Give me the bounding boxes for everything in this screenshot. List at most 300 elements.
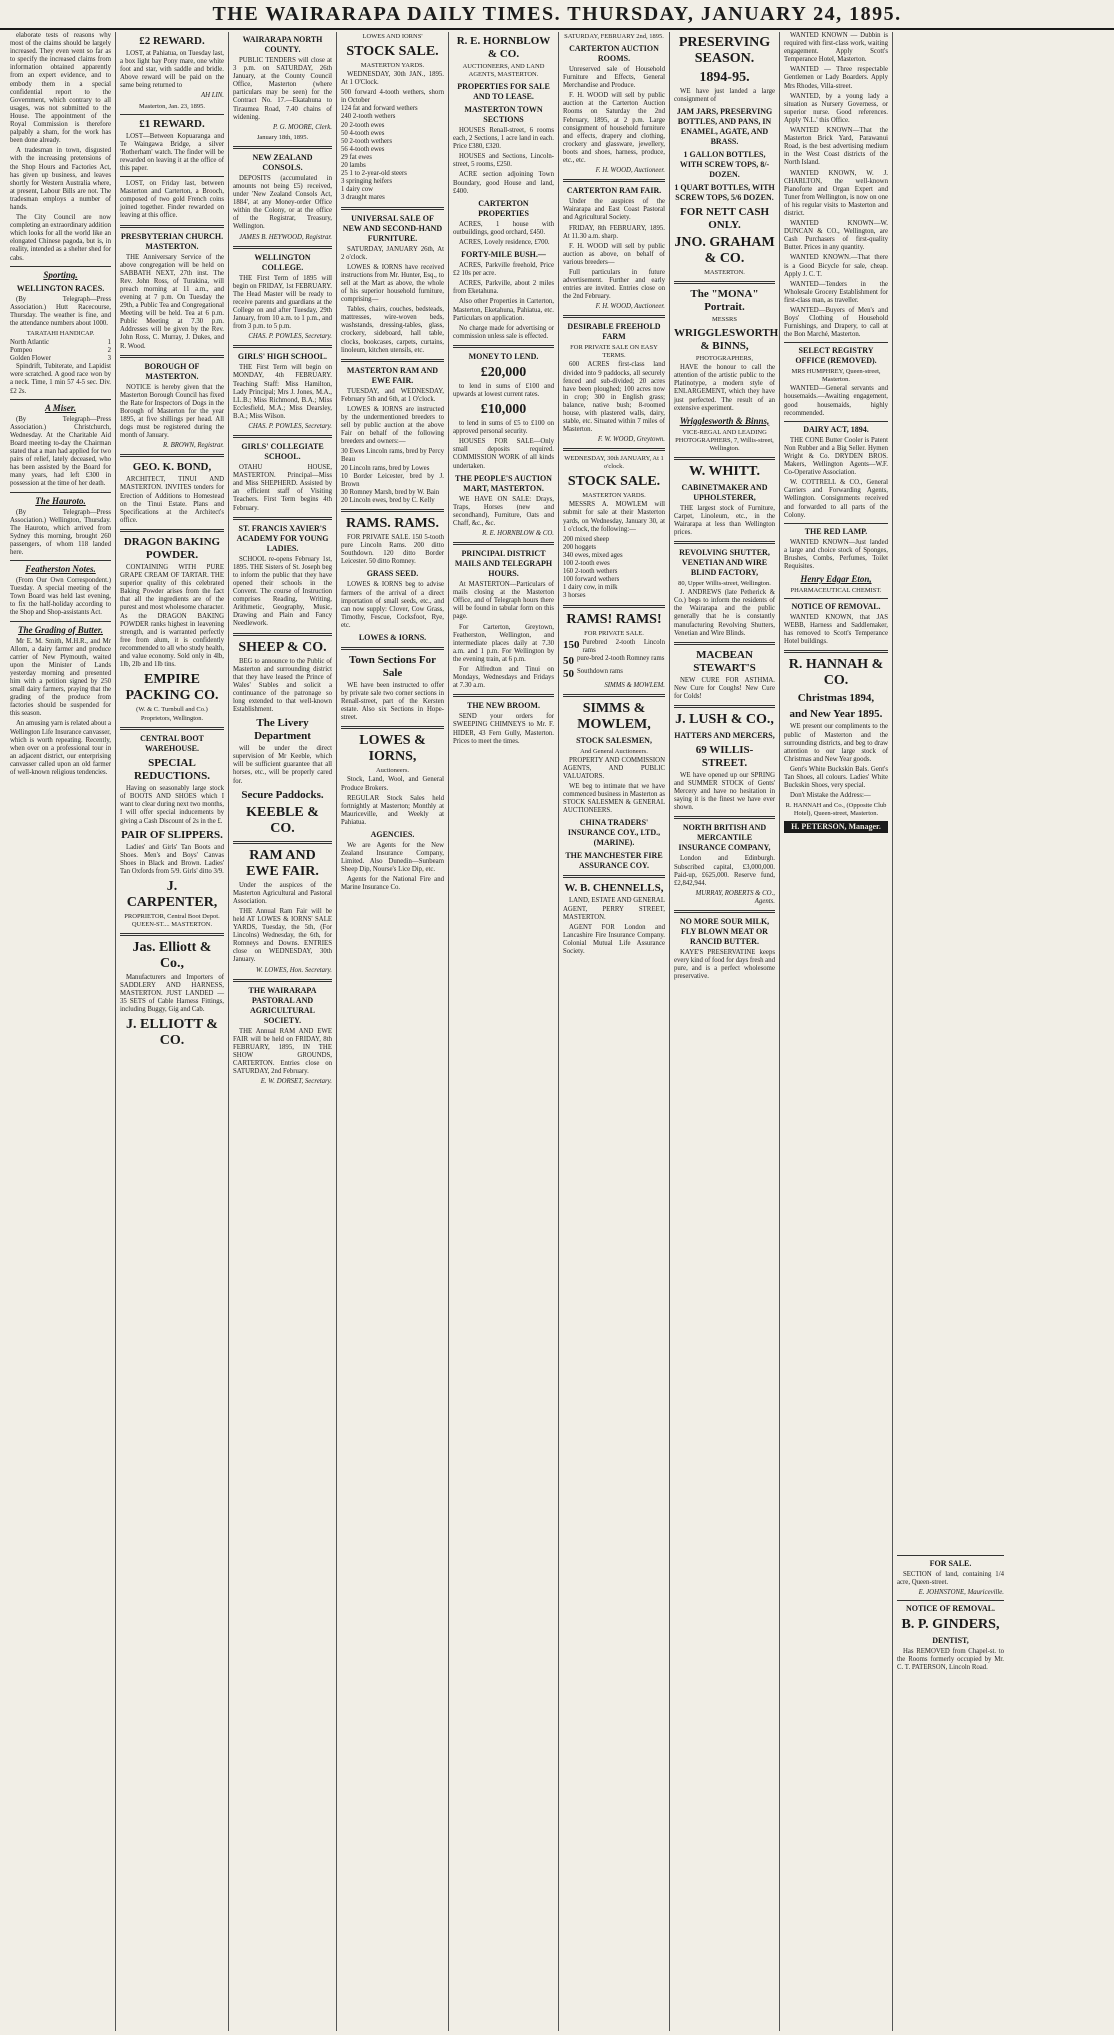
ad-text: BEG to announce to the Public of Masterton and surrounding district that they have leased the Prince of Wales' Stables and solicit a continuance of the patronage so long extended to that well-known Establishment. (233, 657, 332, 714)
ad-text: WE present our compliments to the public of Masterton and the surrounding districts, and beg to draw attention to our large stock of Christmas and New Year goods. (784, 723, 888, 763)
ad-heading: STOCK SALE. (567, 474, 661, 490)
race-row (10, 347, 111, 355)
section-heading: Featherston Notes. (25, 564, 96, 575)
ram-desc: Purebred 2-tooth Lincoln rams (582, 638, 665, 654)
ad-subline: CABINETMAKER AND UPHOLSTERER, (681, 482, 768, 502)
ad-heading: 1894-95. (699, 70, 750, 85)
ad-heading: PROPERTIES FOR SALE AND TO LEASE. (457, 82, 550, 101)
ad-dateline: Masterton, Jan. 23, 1895. (139, 102, 205, 110)
divider (341, 359, 444, 362)
ad-heading: CARTERTON RAM FAIR. (566, 186, 662, 196)
column-3 (229, 32, 337, 2031)
ad-heading: SELECT REGISTRY OFFICE (REMOVED). (795, 346, 877, 366)
ad-signature: MURRAY, ROBERTS & CO., Agents. (695, 889, 775, 905)
race-title: TARATAHI HANDICAP. (26, 330, 95, 337)
ad-text: WEDNESDAY, 30th JAN., 1895. At 1 O'Clock. (341, 71, 444, 87)
stock-lot: 30 Romney Marsh, bred by W. Bain (341, 488, 440, 496)
ad-text: Manufacturers and Importers of SADDLERY AND HARNESS, MASTERTON. JUST LANDED — 35 SETS of Cable Harness Fittings, including Buggy, Gig and Cab. (120, 974, 224, 1014)
ad-heading: RAM AND EWE FAIR. (246, 847, 319, 879)
ad-signature: JAMES B. HEYWOOD, Registrar. (239, 233, 332, 241)
divider (897, 1555, 1004, 1556)
divider (233, 979, 332, 982)
ad-text: Tables, chairs, couches, bedsteads, mattresses, wire-woven beds, washstands, dressing-tables, glass, crockery, sideboard, hall table, clocks, bookcases, carpets, curtains, linoleum, kitchen utensils, etc. (341, 306, 444, 354)
ad-text: HOUSES and Sections, Lincoln-street, 5 rooms, £250. (453, 153, 554, 169)
ad-subline: MASTERTON YARDS. (582, 492, 646, 500)
ad-signature: SIMMS & MOWLEM. (604, 681, 665, 689)
ad-text: DEPOSITS (accumulated in amounts not being £5) received, under 'New Zealand Consols Act, 1884', at any Money-order Office within the Colony, or at the office of the Registrar, Treasury, Wellington. (233, 174, 332, 231)
classified-ad: WANTED—Tenders in the Wholesale Grocery Establishment for first-class man, as traveller. (784, 280, 888, 304)
race-horse: Pompeo (10, 347, 33, 355)
ad-heading: NOTICE OF REMOVAL. (905, 1604, 996, 1614)
divider (10, 399, 111, 400)
ad-heading: RAMS. RAMS. (346, 516, 439, 532)
ram-qty: 50 (563, 667, 574, 680)
ad-heading: J. CARPENTER, (126, 879, 218, 910)
ad-heading: MACBEAN STEWART'S (693, 648, 756, 674)
ad-heading: NO MORE SOUR MILK, FLY BLOWN MEAT OR RANCID BUTTER. (679, 917, 770, 946)
ad-text: For Carterton, Greytown, Featherston, Wellington, and intermediate places daily at 7.30 a.m. and 1 p.m. For Wellington by the evening train, at 6 p.m. (453, 623, 554, 663)
ad-subline: MASTERTON YARDS. (360, 62, 425, 69)
ad-signature: E. W. DORSET, Secretary. (260, 1078, 332, 1086)
ad-heading: R. E. HORNBLOW & CO. (456, 35, 551, 60)
divider (784, 598, 888, 599)
ad-text: THE Anniversary Service of the above congregation will be held on SABBATH NEXT, 27th inst. The Rev. John Ross, of Turakina, will preach morning at 11 a.m., and evening at 7 p.m. On Tuesday the 29th, a Public Tea and Congregational Meeting will be held. Tea at 6 p.m. Public Meeting at 7.30 p.m. Addresses will be given by the Rev. John Ross, C. Murray, J. Dukes, and R. Wood. (120, 253, 224, 350)
ram-lot (563, 639, 665, 655)
divider (784, 650, 888, 653)
section-heading: The Grading of Butter. (17, 624, 103, 635)
divider (563, 694, 665, 697)
ad-subline: STOCK SALESMEN, (576, 735, 652, 745)
ad-text: KAYE'S PRESERVATINE keeps every kind of food for days fresh and pure, and is a perfect wholesome preservative. (674, 949, 775, 981)
column-spacer (897, 32, 1004, 1552)
ad-text: Having on seasonably large stock of BOOTS AND SHOES which I want to clear during next two months, I will offer special inducements by giving a Cash Discount of 2s in the £. (120, 785, 224, 825)
ad-heading: £1 REWARD. (139, 117, 205, 130)
race-row (10, 339, 111, 347)
ad-heading: SHEEP & CO. (238, 639, 327, 655)
ad-text: WE have been instructed to offer by private sale two corner sections in Renall-street, part of the Kersten estate. Also six Sections in Hope-street. (341, 681, 444, 722)
stock-lot: 50 4-tooth ewes (341, 129, 385, 137)
column-4 (337, 32, 449, 2031)
ad-heading: THE RED LAMP. (804, 526, 868, 536)
article-paragraph: (From Our Own Correspondent.) Tuesday. A special meeting of the Town Board was held last evening, to fix the half-holiday according to the Shop and Shop-assistants Act. (10, 577, 111, 617)
ad-heading: RAMS! RAMS! (566, 611, 662, 627)
ad-heading: WRIGGLESWORTH & BINNS, (674, 327, 779, 353)
ad-text: F. H. WOOD will sell by public auction at the Carterton Auction Rooms on Saturday the 2nd February, 1895, at 2 p.m. Large consignment of household furniture and effects, drapery and clothing, crockery and glassware, jewellery, boots and shoes, harness, produce, etc., etc. (563, 92, 665, 165)
divider (563, 875, 665, 878)
column-1 (6, 32, 116, 2031)
ad-text: ACRES, Parkville freehold, Price £2 10s per acre. (453, 262, 554, 278)
ad-text: Don't Mistake the Address:— (790, 792, 871, 800)
column-5 (449, 32, 559, 2031)
ad-text: ACRES, Lovely residence, £700. (459, 238, 550, 246)
ad-text: No charge made for advertising or commission unless sale is effected. (453, 324, 554, 340)
ad-heading: PRESERVING SEASON. (678, 35, 771, 66)
classified-ad: WANTED, by a young lady a situation as Nursery Governess, or superior nurse. Good references. Apply 'N.L.' this Office. (784, 92, 888, 124)
ad-signature: R. BROWN, Registrar. (163, 442, 224, 450)
ad-signature: CHAS. P. POWLES, Secretary. (248, 423, 332, 430)
ad-heading: FOR SALE. (929, 1559, 972, 1568)
ad-subline: MRS HUMPHREY, Queen-street, Masterton. (791, 368, 881, 384)
ad-signature: AH LIN. (200, 92, 224, 100)
ad-text: Gent's White Buckskin Bals. Gent's Tan Shoes, all colours. Ladies' White Buckskin Shoes, very special. (784, 765, 888, 790)
divider (674, 705, 775, 708)
stock-lot: 124 fat and forward wethers (341, 105, 418, 113)
manager-banner: H. PETERSON, Manager. (784, 821, 888, 833)
article-paragraph: (By Telegraph—Press Association.) Hutt Racecourse, Thursday. The weather is fine, and the attendance numbers about 1000. (10, 295, 111, 327)
ad-heading: GRASS SEED. (366, 569, 419, 579)
ad-subline: Auctioneers. (375, 767, 410, 775)
ad-text: WE HAVE ON SALE: Drays, Traps, Horses (new and secondhand), Furniture, Oats and Chaff, &c., &c. (453, 495, 554, 527)
section-heading: A Miser. (44, 402, 76, 413)
ad-text: AGENT FOR London and Lancashire Fire Insurance Company. Colonial Mutual Life Assurance Society. (563, 923, 665, 955)
classified-ad: WANTED KNOWN — Dubbin is required with first-class work, waiting engagement. Apply Scott's Temperance Hotel, Masterton. (784, 32, 889, 64)
divider (674, 457, 775, 460)
ad-text: Has REMOVED from Chapel-st. to the Rooms formerly occupied by Mr. C. T. PATERSON, Lincoln Road. (897, 1648, 1004, 1672)
ad-heading: Christmas 1894, (797, 692, 875, 705)
divider (784, 342, 888, 343)
ad-text: THE Annual RAM AND EWE FAIR will be held on FRIDAY, 8th FEBRUARY, 1895, IN THE SHOW GROUNDS, CARTERTON. Entries close on SATURDAY, 2nd February. (233, 1027, 332, 1076)
article-paragraph: A tradesman in town, disgusted with the increasing pretensions of the Shop Hours and Factories Act, has given up business, and leaves shortly for Western Australia where, at present, Labour Bills are not. The tradesman employs a number of hands. (10, 147, 111, 211)
ad-text: WE have just landed a large consignment of (674, 88, 775, 104)
ad-heading: LOWES & IORNS. (358, 632, 427, 642)
ad-heading: MASTERTON TOWN SECTIONS (464, 105, 543, 124)
ad-subline: AUCTIONEERS, AND LAND AGENTS, MASTERTON. (462, 63, 545, 78)
divider (233, 345, 332, 348)
ad-heading: UNIVERSAL SALE OF NEW AND SECOND-HAND FURNITURE. (342, 213, 443, 243)
ad-heading: Secure Paddocks. (241, 788, 324, 801)
money-amount: £20,000 (480, 364, 527, 380)
divider (674, 281, 775, 284)
ad-heading: FORTY-MILE BUSH.— (461, 250, 546, 260)
ad-heading: CHINA TRADERS' INSURANCE COY., LTD., (MARINE). (567, 818, 661, 848)
race-row (10, 355, 111, 363)
ad-heading: DAIRY ACT, 1894. (803, 424, 869, 434)
ad-text: HOUSES Renall-street, 6 rooms each, 2 Sections, 1 acre land in each. Price £380, £320. (453, 127, 554, 151)
stock-lot: 10 Border Leicester, bred by J. Brown (341, 472, 444, 488)
divider (563, 605, 665, 608)
ad-text: FOR PRIVATE SALE. 150 5-tooth pure Lincoln Rams. 200 ditto Southdown. 120 ditto Border Leicester. 50 ditto Romney. (341, 534, 444, 566)
stock-lot: 200 mixed sheep (563, 535, 610, 543)
article-paragraph: (By Telegraph—Press Association.) Wellington, Thursday. The Hauroto, which arrived from Sydney this morning, brought 260 passengers, of whom 118 landed here. (10, 508, 111, 556)
ad-text: THE Annual Ram Fair will be held AT LOWES & IORNS' SALE YARDS, Tuesday, the 5th, (For Lincolns) Wednesday, the 6th, for Romneys and Downs. ENTRIES close on WEDNESDAY, 30th January. (233, 907, 332, 964)
classified-ad: WANTED KNOWN, W. J. CHARLTON, the well-known Pianoforte and Organ Expert and Tuner from Wellington, is now on one of his regular visits to Masterton and district. (784, 169, 888, 217)
ad-text: SATURDAY, JANUARY 26th, At 2 o'clock. (341, 245, 444, 261)
divider (897, 1600, 1004, 1601)
divider (233, 517, 332, 520)
divider (341, 509, 444, 512)
ad-heading: MASTERTON RAM AND EWE FAIR. (346, 365, 439, 385)
ad-text: THE First Term will begin on MONDAY, 4th FEBRUARY. Teaching Staff: Miss Hamilton, Lady Principal; Mrs J. Jones, M.A., LL.B.; Miss Richmond, B.A.; Miss Ecclesfield, M.A.; Miss Dearsley, B.A.; Miss Wilson. (233, 364, 332, 420)
ad-subline: LOWES AND IORNS' (362, 33, 423, 40)
stock-lot: 160 2-tooth wethers (563, 568, 618, 576)
stock-lot: 20 lambs (341, 162, 366, 170)
ad-text: NEW CURE FOR ASTHMA. New Cure for Coughs! New Cure for Colds! (674, 676, 775, 700)
ad-signature: F. H. WOOD, Auctioneer. (595, 303, 665, 311)
ad-text: London and Edinburgh. Subscribed capital, £3,000,000. Paid-up, £625,000. Reserve fund, £2,842,944. (674, 855, 775, 887)
ad-heading: J. LUSH & CO., (675, 711, 774, 727)
ad-text: OTAHU HOUSE, MASTERTON. Principal—Miss and Miss SHEPHERD. Assisted by an efficient staff of Visiting Teachers. First Term begins 4th February. (233, 464, 332, 512)
ad-heading: DRAGON BAKING POWDER. (123, 535, 221, 561)
stock-lot: 1 dairy cow, in milk (563, 584, 618, 592)
ad-subline: HATTERS AND MERCERS, (674, 730, 775, 740)
ad-text: LOST, at Pahiatua, on Tuesday last, a box light bay Pony mare, one white foot and star, with saddle and bridle. Above reward will be paid on the same being returned to (120, 50, 224, 90)
ad-heading: The "MONA" Portrait. (690, 288, 759, 314)
divider (10, 266, 111, 267)
ad-text: ACRES, Parkville, about 2 miles from Eketahuna. (453, 280, 554, 296)
ad-heading: AGENCIES. (370, 830, 415, 839)
ad-text: SECTION of land, containing 1/4 acre, Queen-street. (897, 1571, 1004, 1587)
ad-subline: PROPRIETOR, Central Boot Depot. QUEEN-ST.... MASTERTON. (124, 913, 220, 928)
ad-text: PROPERTY AND COMMISSION AGENTS, AND PUBLIC VALUATORS. (563, 756, 665, 780)
ad-text: For Alfredton and Tinui on Mondays, Wednesdays and Fridays at 7.30 a.m. (453, 666, 554, 690)
classified-ad: WANTED — Three respectable Gentlemen or Lady Boarders. Apply Mrs Rhodes, Villa-street. (784, 66, 888, 90)
stock-lot: 20 Lincoln rams, bred by Lowes (341, 464, 430, 472)
ad-text: LAND, ESTATE AND GENERAL AGENT, PERRY STREET, MASTERTON. (563, 897, 665, 921)
ad-heading: 1 QUART BOTTLES, WITH SCREW TOPS, 5/6 DOZEN. (674, 183, 775, 203)
ad-text: THE First Term of 1895 will begin on FRIDAY, 1st FEBRUARY. The Head Master will be ready to receive parents and guardians at the College on and after Tuesday, 29th January, from 10 a.m. to 1 p.m., and from 3 p.m. to 5 p.m. (233, 274, 332, 331)
ram-lot (563, 655, 665, 668)
ad-heading: NORTH BRITISH AND MERCANTILE INSURANCE COMPANY, (678, 823, 771, 853)
stock-lot: 100 forward wethers (563, 576, 620, 584)
ram-qty: 50 (563, 654, 574, 667)
stock-lot: 30 Ewes Lincoln rams, bred by Percy Beau (341, 448, 444, 464)
ad-text: TUESDAY, and WEDNESDAY, February 5th and 6th, at 1 O'clock. (341, 387, 444, 403)
divider (233, 841, 332, 844)
divider (674, 541, 775, 544)
ad-heading: PRESBYTERIAN CHURCH. MASTERTON. (120, 231, 224, 251)
ad-text: F. H. WOOD will sell by public auction as above, on behalf of various breeders— (563, 242, 665, 266)
ad-text: to lend in sums of £5 to £100 on approved personal security. (453, 420, 554, 436)
ad-heading: THE NEW BROOM. (467, 701, 540, 711)
ad-signature: P. G. MOORE, Clerk. (273, 123, 332, 131)
divider (120, 529, 224, 532)
ad-text: SCHOOL re-opens February 1st, 1895. THE Sisters of St. Joseph beg to inform the public that they have opened their schools in the Convent. The course of Instruction comprises Reading, Writing, Arithmetic, Geography, Music, Drawing and Plain and Fancy Needlework. (233, 555, 332, 628)
stock-lot: 3 draught mares (341, 194, 385, 202)
stock-lot: 20 2-tooth ewes (341, 121, 385, 129)
ad-subline: MASTERTON. (704, 269, 745, 277)
divider (784, 421, 888, 422)
ad-heading: REVOLVING SHUTTER, VENETIAN AND WIRE BLIND FACTORY, (679, 548, 770, 578)
ad-text: Stock, Land, Wool, and General Produce Brokers. (341, 776, 444, 792)
section-heading: The Hauroto. (35, 495, 86, 506)
article-paragraph: Spindrift, Tubiterate, and Lapidist were scratched. A good race won by a neck. Time, 1 min 57 4-5 sec. Div. £2 2s. (10, 363, 111, 395)
ad-text: Full particulars in future advertisement. Further and early entries are invited. Entries close on the 2nd February. (563, 268, 665, 301)
ad-heading: Wrigglesworth & Binns, (679, 415, 770, 426)
column-8 (780, 32, 893, 2031)
divider (674, 816, 775, 819)
divider (10, 492, 111, 493)
ad-heading: DESIRABLE FREEHOLD FARM (567, 322, 661, 342)
ram-qty: 150 (563, 638, 580, 651)
ram-lot (563, 668, 665, 681)
ad-dateline: SATURDAY, FEBRUARY 2nd, 1895. (564, 33, 664, 40)
ad-text: WE beg to intimate that we have commenced business in Masterton as STOCK SALESMEN & GENERAL AUCTIONEERS. (563, 783, 665, 815)
ad-text: J. ANDREWS (late Petherick & Co.) begs to inform the residents of the Wairarapa and the public generally that he is constantly manufacturing Revolving Shutters, Venetian and Wire Blinds. (674, 589, 775, 637)
divider (563, 448, 665, 451)
article-paragraph: An amusing yarn is related about a Wellington Life Insurance canvasser, which is worth repeating. Recently, when over on a professional tour in an adjacent district, our enterprising canvasser called upon an old farmer of well-known religious tendencies. (10, 720, 111, 777)
ad-dateline: WEDNESDAY, 30th JANUARY, At 1 o'clock. (564, 455, 664, 471)
stock-lot: 500 forward 4-tooth wethers, shorn in October (341, 89, 444, 105)
ad-subline: VICE-REGAL AND LEADING PHOTOGRAPHERS, 7, Willis-street, Wellington. (675, 428, 774, 452)
ad-text: Under the auspices of the Wairarapa and East Coast Pastoral and Agricultural Society. (563, 198, 665, 222)
classified-ad: WANTED—Buyers of Men's and Boys' Clothing of Household Furnishings, and Drapery, to call at the Bon Marché, Masterton. (784, 307, 888, 339)
ad-heading: GEO. K. BOND, (132, 461, 212, 474)
ad-text: MESSRS A. MOWLEM will submit for sale at their Masterton yards, on Wednesday, January 30, at 1 o'clock, the following:— (563, 501, 665, 533)
ad-signature: F. H. WOOD, Auctioneer. (595, 167, 665, 175)
ad-heading: Town Sections For Sale (349, 653, 436, 679)
divider (341, 647, 444, 650)
race-place: 3 (107, 355, 111, 363)
ad-heading: WELLINGTON COLLEGE. (254, 252, 311, 272)
ad-heading: R. HANNAH & CO. (788, 657, 884, 689)
divider (120, 933, 224, 936)
ad-subline: 80, Upper Willis-street, Wellington. (678, 580, 771, 588)
stock-lot: 25 1 to 2-year-old steers (341, 170, 407, 178)
divider (674, 910, 775, 913)
ad-heading: THE PEOPLE'S AUCTION MART, MASTERTON. (455, 473, 552, 493)
ad-text: NOTICE is hereby given that the Masterton Borough Council has fixed the Rate for Inspectors of Dogs in the Borough of Masterton for the year 1895, at five shillings per head. All dogs must be registered during the month of January. (120, 383, 224, 440)
ad-heading: W. WHITT. (689, 463, 760, 479)
ad-heading: CARTERTON PROPERTIES (478, 198, 529, 218)
divider (341, 726, 444, 729)
stock-lot: 56 4-tooth ewes (341, 145, 385, 153)
classified-ad: WANTED KNOWN—That the Masterton Brick Yard, Parawanui Road, is the best advertising medium in the West Coast districts of the North Island. (784, 127, 888, 167)
ad-dateline: January 18th, 1895. (256, 133, 309, 141)
ad-text: ACRES, 1 house with outbuildings, good orchard, £450. (453, 220, 554, 236)
ad-heading: MONEY TO LEND. (468, 351, 539, 361)
ad-text: We are Agents for the New Zealand Insurance Company, Limited. Also Dunedin—Sunbeam Sheep Dip, Nourse's Lice Dip, etc. (341, 842, 444, 874)
ad-text: CONTAINING WITH PURE GRAPE CREAM OF TARTAR. THE superior quality of this celebrated Baking Powder arises from the fact that all the ingredients are of the purest and most wholesome character. As the DRAGON BAKING POWDER ranks highest in leavening strength, and is warranted perfectly free from alum, it is confidently recommended to all who study health, and value economy. Sold only in 4lb, 1lb, 2lb and 1lb tins. (120, 563, 224, 669)
ad-text: LOST—Between Kopuaranga and Te Waingawa Bridge, a silver 'Rotherham' watch. The finder will be rewarded on leaving it at the office of this paper. (120, 132, 224, 172)
stock-lot: 100 2-tooth ewes (563, 560, 610, 568)
divider (453, 694, 554, 697)
stock-lot: 240 2-tooth wethers (341, 113, 396, 121)
race-horse: North Atlantic (10, 339, 50, 346)
stock-lot: 200 hoggets (563, 543, 597, 551)
divider (120, 176, 224, 177)
classified-ad: WANTED KNOWN—W. DUNCAN & CO., Wellington, are Cash Purchasers of first-quality Butter. Prices in any quantity. (784, 220, 888, 252)
ad-heading: B. P. GINDERS, (901, 1617, 1000, 1633)
section-subheading: WELLINGTON RACES. (16, 283, 105, 293)
column-9 (893, 32, 1008, 2031)
stock-lot: 20 Lincoln ewes, bred by C. Kelly (341, 496, 435, 504)
ad-heading: The Livery Department (254, 717, 311, 743)
ad-text: FRIDAY, 8th FEBRUARY, 1895. At 11.30 a.m. sharp. (563, 224, 665, 240)
ad-heading: Henry Edgar Eton, (800, 574, 872, 585)
ad-heading: PRINCIPAL DISTRICT MAILS AND TELEGRAPH HOURS. (454, 549, 553, 579)
ad-signature: R. E. HORNBLOW & CO. (482, 530, 554, 537)
article-paragraph: elaborate tests of reasons why most of the claims should be largely increased. They even went so far as to specify the increased claims from information obtained apparently from an expert evidence, and to embody them in a special confidential report to the Government, which contrary to all usages, was not submitted to the House. The appointment of the Royal Commission is therefore palpably a sham, for the work has been done already. (10, 32, 111, 145)
divider (674, 642, 775, 645)
column-7 (670, 32, 780, 2031)
ad-heading: 1 GALLON BOTTLES, WITH SCREW TOPS, 8/- DOZEN. (679, 150, 770, 180)
ad-text: HAVE the honour to call the attention of the artistic public to the Platinotype, a modern style of ENLARGEMENT, which they have just perfected. The result of an extensive experiment. (674, 364, 775, 412)
ad-subline: (W. & C. Turnbull and Co.) (136, 706, 208, 714)
ad-subline: FOR PRIVATE SALE ON EASY TERMS. (570, 344, 658, 360)
masthead (0, 0, 1114, 30)
divider (120, 225, 224, 228)
stock-lot: 3 horses (563, 592, 586, 600)
ad-text: LOWES & IORNS have received instructions from Mr. Hunter, Esq., to sell at the Mart as above, the whole of his superior household furniture, comprising— (341, 263, 444, 304)
ad-subline: R. HANNAH and Co., (Opposite Club Hotel), Queen-street, Masterton. (785, 802, 887, 818)
ad-heading: JNO. GRAHAM & CO. (674, 235, 775, 267)
ad-heading: KEEBLE & CO. (246, 804, 319, 836)
ad-heading: SPECIAL REDUCTIONS. (133, 757, 211, 783)
ad-heading: CARTERTON AUCTION ROOMS. (569, 44, 659, 63)
divider (233, 435, 332, 438)
ad-text: THE largest stock of Furniture, Carpet, Linoleum, etc., in the Wairarapa at less than Wellington prices. (674, 504, 775, 537)
ad-text: LOST, on Friday last, between Masterton and Carterton, a Brooch, composed of two gold French coins joined together. Finder rewarded on leaving at this office. (120, 180, 224, 220)
ad-heading: £2 REWARD. (139, 35, 205, 47)
stock-lot: 3 springing heifers (341, 178, 392, 186)
ad-heading: W. B. CHENNELLS, (564, 882, 664, 895)
ad-heading: NEW ZEALAND CONSOLS. (252, 152, 313, 172)
stock-lot: 1 dairy cow (341, 186, 374, 194)
ad-heading: GIRLS' HIGH SCHOOL. (237, 352, 328, 362)
ad-text: Agents for the National Fire and Marine Insurance Co. (341, 876, 444, 892)
divider (10, 560, 111, 561)
ad-heading: WAIRARAPA NORTH COUNTY. (242, 35, 323, 54)
divider (10, 621, 111, 622)
ad-heading: SIMMS & MOWLEM, (577, 700, 651, 732)
ad-heading: and New Year 1895. (789, 708, 883, 721)
ram-desc: pure-bred 2-tooth Romney rams (577, 654, 665, 662)
divider (233, 246, 332, 249)
ad-text: Ladies' and Girls' Tan Boots and Shoes. Men's and Boys' Canvas Shoes in Black and Brown. Ladies' Tan Oxfords from 5/9. Girls' ditto 3/9. (120, 843, 224, 875)
classified-ad: WANTED KNOWN, that JAS WEBB, Harness and Saddlemaker, has removed to Scott's Temperance Hotel buildings. (784, 614, 888, 646)
classified-ad: WANTED KNOWN.—That there is a Good Bicycle for sale, cheap. Apply J. C. T. (784, 254, 888, 278)
divider (120, 454, 224, 457)
ad-heading: STOCK SALE. (346, 44, 439, 59)
ad-heading: THE WAIRARAPA PASTORAL AND AGRICULTURAL SOCIETY. (248, 985, 317, 1025)
classified-ad: THE CONE Butter Cooler is Patent Non Rubber and a Big Seller. Hymen Wright & Co. DRYDEN BROS. Makers, Wellington Agents—W.F. Co-Operative Association. (784, 436, 888, 477)
ad-text: PUBLIC TENDERS will close at 3 p.m. on SATURDAY, 26th January, at the County Council Office, Masterton (where particulars may be seen) for the Contract No. 17.—Ekatahuna to Tiraumea Road, 7.40 chains of widening. (233, 57, 332, 121)
divider (563, 315, 665, 318)
ad-heading: ST. FRANCIS XAVIER'S ACADEMY FOR YOUNG LADIES. (236, 523, 329, 553)
ad-signature: CHAS. P. POWLES, Secretary. (248, 333, 332, 341)
masthead-title: THE WAIRARAPA DAILY TIMES. THURSDAY, JANUARY 24, 1895. (212, 2, 902, 25)
ad-text: will be under the direct supervision of Mr Keeble, which will be sufficient guarantee that all horses, etc., will be properly cared for. (233, 745, 332, 785)
ad-text: HOUSES FOR SALE—Only small deposits required. COMMISSION WORK of all kinds undertaken. (453, 438, 554, 470)
divider (453, 345, 554, 348)
divider (341, 207, 444, 210)
article-paragraph: (By Telegraph—Press Association.) Christchurch, Wednesday. At the Charitable Aid Board meeting to-day the Chairman stated that a man had applied for two pairs of relief, lately deceased, who has been assisted by the Board for many years, had left £300 in possession at the time of her death. (10, 415, 111, 488)
ad-subline: And General Auctioneers. (580, 747, 648, 755)
divider (453, 542, 554, 545)
divider (784, 523, 888, 524)
race-place: 2 (107, 347, 111, 355)
ad-heading: EMPIRE PACKING CO. (125, 672, 219, 704)
divider (120, 355, 224, 358)
ad-subline: DENTIST, (932, 1636, 969, 1646)
columns (6, 32, 1108, 2031)
ad-text: At MASTERTON—Particulars of mails closing at the Masterton Office, and of Telegraph hours there will be found in tabular form on this page. (453, 581, 554, 621)
divider (120, 114, 224, 115)
ad-text: Under the auspices of the Masterton Agricultural and Pastoral Association. (233, 881, 332, 905)
ad-heading: J. ELLIOTT & CO. (126, 1017, 218, 1049)
section-heading: Sporting. (43, 269, 78, 280)
divider (233, 146, 332, 149)
classified-ad: W. COTTRELL & CO., General Carriers and Forwarding Agents, Wellington. Consignments received and forwarded to all parts of the Colony. (784, 479, 888, 519)
ad-subline: Proprietors, Wellington. (140, 715, 204, 723)
ad-heading: NOTICE OF REMOVAL. (791, 602, 881, 612)
ad-heading: FOR NETT CASH ONLY. (679, 206, 770, 232)
stock-lot: 50 2-tooth wethers (341, 137, 392, 145)
ad-subline: 69 WILLIS-STREET. (695, 743, 754, 769)
ad-text: WE have opened up our SPRING and SUMMER STOCK of Gents' Mercery and have no hesitation in saying it is the finest we have ever shown. (674, 771, 775, 812)
article-paragraph: Mr E. M. Smith, M.H.R., and Mr Allom, a dairy farmer and produce carrier of New Plymouth, waited upon the Minister of Lands yesterday morning and presented him with a petition signed by 250 small dairy farmers, praying that the grading of the produce from factories should be suspended for this season. (10, 637, 111, 718)
classified-ad: WANTED—General servants and housemaids.—Awaiting engagement, good housemaids, highly recommended. (784, 385, 888, 417)
